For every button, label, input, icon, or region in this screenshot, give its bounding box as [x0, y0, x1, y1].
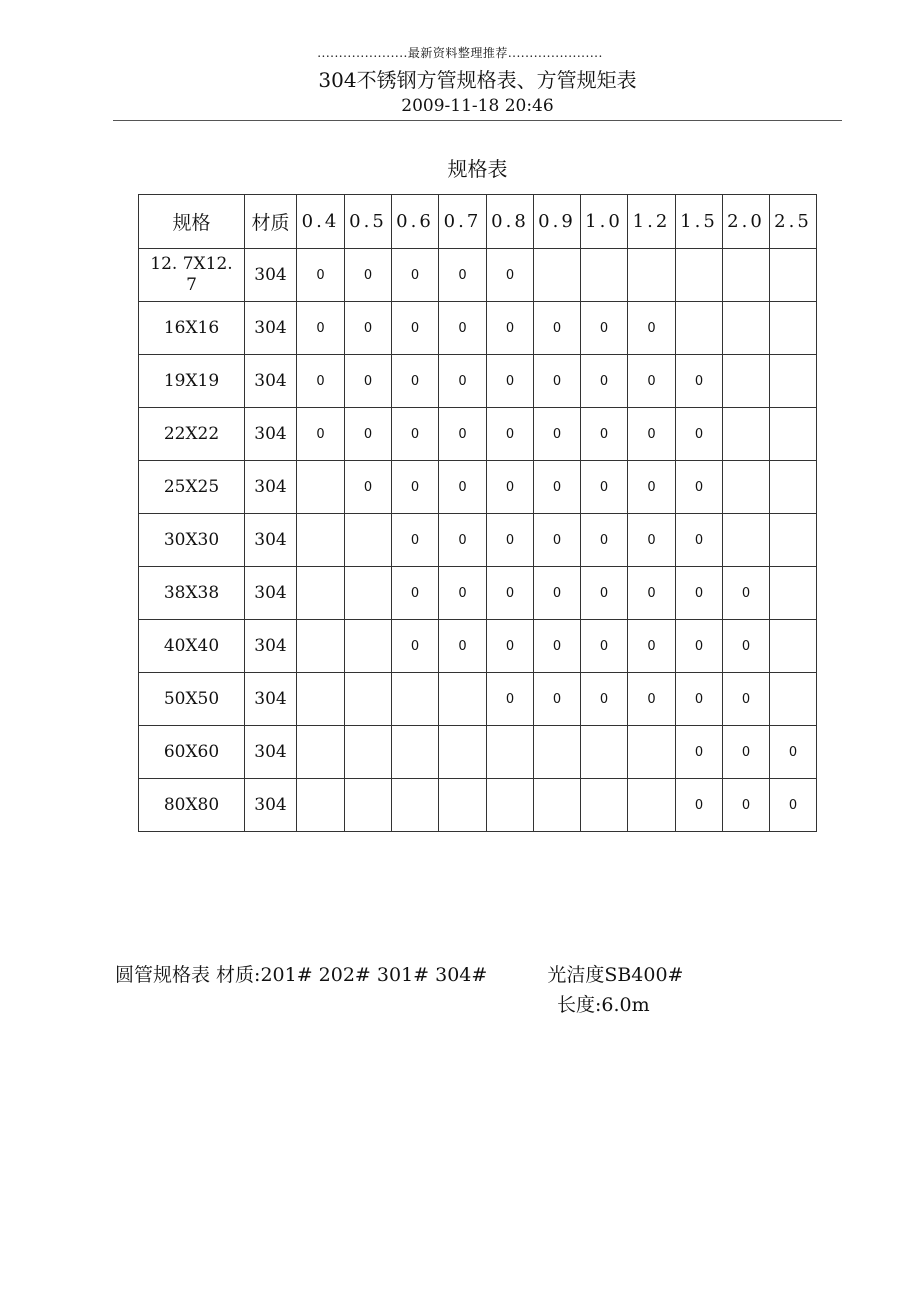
cell-availability — [345, 567, 392, 620]
cell-availability: 0 — [581, 302, 628, 355]
cell-availability — [297, 461, 345, 514]
cell-availability — [345, 673, 392, 726]
cell-availability: 0 — [487, 567, 534, 620]
document-date: 2009-11-18 20:46 — [401, 96, 554, 116]
table-row — [139, 620, 817, 673]
cell-availability: 0 — [676, 461, 723, 514]
spec-label: 60X60 — [163, 741, 220, 762]
header-cell-thickness: 0.6 — [392, 195, 439, 249]
cell-availability: 0 — [628, 461, 676, 514]
table-row — [139, 779, 817, 832]
cell-availability: 0 — [487, 408, 534, 461]
cell-availability — [297, 673, 345, 726]
cell-availability: 0 — [676, 408, 723, 461]
cell-material: 304 — [245, 408, 297, 461]
cell-availability: 0 — [676, 726, 723, 779]
cell-availability — [676, 249, 723, 302]
table-title: 规格表 — [447, 157, 508, 181]
cell-availability: 0 — [439, 355, 487, 408]
cell-availability — [723, 355, 770, 408]
header-cell-spec: 规格 — [139, 195, 245, 249]
cell-availability — [770, 355, 817, 408]
cell-availability: 0 — [676, 779, 723, 832]
cell-availability — [297, 567, 345, 620]
cell-availability: 0 — [487, 355, 534, 408]
round-pipe-finish: 光洁度SB400# — [547, 964, 684, 986]
header-note: .....................最新资料整理推荐...................... — [317, 46, 603, 60]
cell-availability: 0 — [487, 620, 534, 673]
cell-material: 304 — [245, 567, 297, 620]
spec-label: 19X19 — [163, 370, 220, 391]
cell-availability: 0 — [345, 355, 392, 408]
table-row — [139, 567, 817, 620]
cell-availability: 0 — [534, 408, 581, 461]
table-row — [139, 249, 817, 302]
spec-label: 50X50 — [163, 688, 220, 709]
cell-availability — [534, 726, 581, 779]
header-cell-thickness: 1.2 — [628, 195, 676, 249]
cell-availability — [676, 302, 723, 355]
cell-availability: 0 — [439, 408, 487, 461]
cell-availability: 0 — [534, 567, 581, 620]
cell-availability — [297, 514, 345, 567]
table-body — [139, 249, 817, 832]
cell-availability — [345, 620, 392, 673]
cell-availability — [487, 726, 534, 779]
cell-material: 304 — [245, 302, 297, 355]
cell-spec — [139, 673, 245, 726]
cell-availability: 0 — [345, 302, 392, 355]
cell-availability — [723, 302, 770, 355]
cell-material: 304 — [245, 355, 297, 408]
cell-availability: 0 — [676, 567, 723, 620]
header-cell-thickness: 2.0 — [723, 195, 770, 249]
page-title: 304不锈钢方管规格表、方管规矩表 — [318, 68, 637, 92]
cell-material: 304 — [245, 726, 297, 779]
cell-availability — [534, 779, 581, 832]
cell-availability: 0 — [723, 567, 770, 620]
cell-availability — [392, 673, 439, 726]
cell-availability: 0 — [439, 567, 487, 620]
cell-availability — [297, 726, 345, 779]
cell-availability — [439, 673, 487, 726]
cell-availability: 0 — [628, 673, 676, 726]
table-row — [139, 355, 817, 408]
spec-label: 22X22 — [163, 423, 220, 444]
cell-availability — [392, 779, 439, 832]
cell-availability: 0 — [581, 355, 628, 408]
cell-spec — [139, 355, 245, 408]
cell-availability: 0 — [628, 355, 676, 408]
cell-availability — [770, 567, 817, 620]
table-header-row — [139, 195, 817, 249]
table-row — [139, 514, 817, 567]
header-cell-material: 材质 — [245, 195, 297, 249]
cell-availability: 0 — [392, 514, 439, 567]
cell-availability: 0 — [487, 249, 534, 302]
cell-availability: 0 — [628, 514, 676, 567]
cell-spec — [139, 779, 245, 832]
cell-availability: 0 — [628, 620, 676, 673]
cell-availability — [628, 249, 676, 302]
cell-availability: 0 — [770, 726, 817, 779]
cell-availability: 0 — [345, 249, 392, 302]
cell-availability: 0 — [297, 302, 345, 355]
header-cell-thickness: 0.7 — [439, 195, 487, 249]
cell-availability: 0 — [297, 408, 345, 461]
cell-availability: 0 — [439, 461, 487, 514]
cell-availability — [581, 779, 628, 832]
table-row — [139, 302, 817, 355]
cell-availability — [723, 249, 770, 302]
cell-material: 304 — [245, 673, 297, 726]
cell-availability: 0 — [723, 673, 770, 726]
cell-availability — [723, 461, 770, 514]
header-cell-thickness: 0.8 — [487, 195, 534, 249]
cell-availability: 0 — [770, 779, 817, 832]
spec-label: 40X40 — [163, 635, 220, 656]
cell-availability: 0 — [581, 514, 628, 567]
cell-availability — [723, 408, 770, 461]
table-row — [139, 673, 817, 726]
cell-availability — [770, 249, 817, 302]
cell-availability: 0 — [534, 673, 581, 726]
cell-availability: 0 — [581, 408, 628, 461]
cell-availability: 0 — [345, 408, 392, 461]
cell-availability: 0 — [392, 249, 439, 302]
spec-label: 25X25 — [163, 476, 220, 497]
spec-label: 30X30 — [163, 529, 220, 550]
cell-material: 304 — [245, 779, 297, 832]
cell-material: 304 — [245, 514, 297, 567]
cell-spec — [139, 620, 245, 673]
cell-availability: 0 — [723, 620, 770, 673]
cell-availability: 0 — [392, 620, 439, 673]
table-row — [139, 726, 817, 779]
cell-availability: 0 — [581, 461, 628, 514]
header-cell-thickness: 1.5 — [676, 195, 723, 249]
cell-availability — [345, 726, 392, 779]
cell-availability: 0 — [534, 461, 581, 514]
cell-availability: 0 — [534, 302, 581, 355]
cell-availability: 0 — [392, 408, 439, 461]
cell-availability: 0 — [534, 355, 581, 408]
cell-availability: 0 — [439, 514, 487, 567]
cell-availability: 0 — [628, 567, 676, 620]
round-pipe-heading: 圆管规格表 材质:201# 202# 301# 304# — [115, 964, 488, 986]
spec-table — [138, 194, 817, 832]
cell-availability: 0 — [534, 620, 581, 673]
cell-availability: 0 — [297, 249, 345, 302]
cell-availability — [628, 779, 676, 832]
cell-availability: 0 — [487, 673, 534, 726]
cell-availability — [581, 249, 628, 302]
header-cell-thickness: 2.5 — [770, 195, 817, 249]
header-cell-thickness: 0.9 — [534, 195, 581, 249]
cell-availability — [770, 302, 817, 355]
cell-availability: 0 — [439, 249, 487, 302]
spec-label: 16X16 — [163, 317, 220, 338]
cell-availability: 0 — [581, 673, 628, 726]
cell-spec — [139, 726, 245, 779]
cell-spec — [139, 302, 245, 355]
header-cell-thickness: 1.0 — [581, 195, 628, 249]
cell-availability — [534, 249, 581, 302]
cell-spec — [139, 567, 245, 620]
cell-availability: 0 — [487, 302, 534, 355]
cell-availability: 0 — [392, 567, 439, 620]
cell-availability — [628, 726, 676, 779]
cell-availability — [345, 779, 392, 832]
cell-spec — [139, 249, 245, 302]
cell-availability — [345, 514, 392, 567]
cell-availability: 0 — [392, 461, 439, 514]
cell-spec — [139, 408, 245, 461]
cell-availability — [581, 726, 628, 779]
cell-availability — [770, 673, 817, 726]
round-pipe-length: 长度:6.0m — [557, 994, 650, 1016]
spec-label: 38X38 — [163, 582, 220, 603]
cell-availability — [770, 620, 817, 673]
round-pipe-line — [115, 960, 683, 987]
cell-availability — [439, 726, 487, 779]
table-row — [139, 408, 817, 461]
cell-availability: 0 — [581, 567, 628, 620]
cell-availability: 0 — [297, 355, 345, 408]
header-cell-thickness: 0.5 — [345, 195, 392, 249]
cell-availability — [487, 779, 534, 832]
cell-availability: 0 — [723, 726, 770, 779]
cell-availability: 0 — [676, 514, 723, 567]
spec-label: 80X80 — [163, 794, 220, 815]
cell-availability: 0 — [676, 355, 723, 408]
table-row — [139, 461, 817, 514]
cell-availability — [392, 726, 439, 779]
cell-availability: 0 — [676, 620, 723, 673]
cell-availability: 0 — [487, 461, 534, 514]
cell-availability — [770, 514, 817, 567]
header-cell-thickness: 0.4 — [297, 195, 345, 249]
cell-availability — [297, 779, 345, 832]
cell-availability: 0 — [439, 302, 487, 355]
cell-availability — [439, 779, 487, 832]
cell-availability: 0 — [628, 408, 676, 461]
cell-availability: 0 — [534, 514, 581, 567]
cell-material: 304 — [245, 461, 297, 514]
cell-availability: 0 — [392, 302, 439, 355]
cell-availability — [297, 620, 345, 673]
cell-availability — [723, 514, 770, 567]
cell-availability: 0 — [439, 620, 487, 673]
cell-availability — [770, 461, 817, 514]
cell-availability: 0 — [676, 673, 723, 726]
spec-label: 12. 7X12. 7 — [150, 254, 233, 295]
cell-spec — [139, 514, 245, 567]
cell-availability: 0 — [487, 514, 534, 567]
cell-material: 304 — [245, 249, 297, 302]
cell-availability: 0 — [581, 620, 628, 673]
header-divider — [113, 120, 842, 121]
cell-material: 304 — [245, 620, 297, 673]
cell-spec — [139, 461, 245, 514]
cell-availability: 0 — [723, 779, 770, 832]
cell-availability — [770, 408, 817, 461]
cell-availability: 0 — [345, 461, 392, 514]
cell-availability: 0 — [628, 302, 676, 355]
cell-availability: 0 — [392, 355, 439, 408]
